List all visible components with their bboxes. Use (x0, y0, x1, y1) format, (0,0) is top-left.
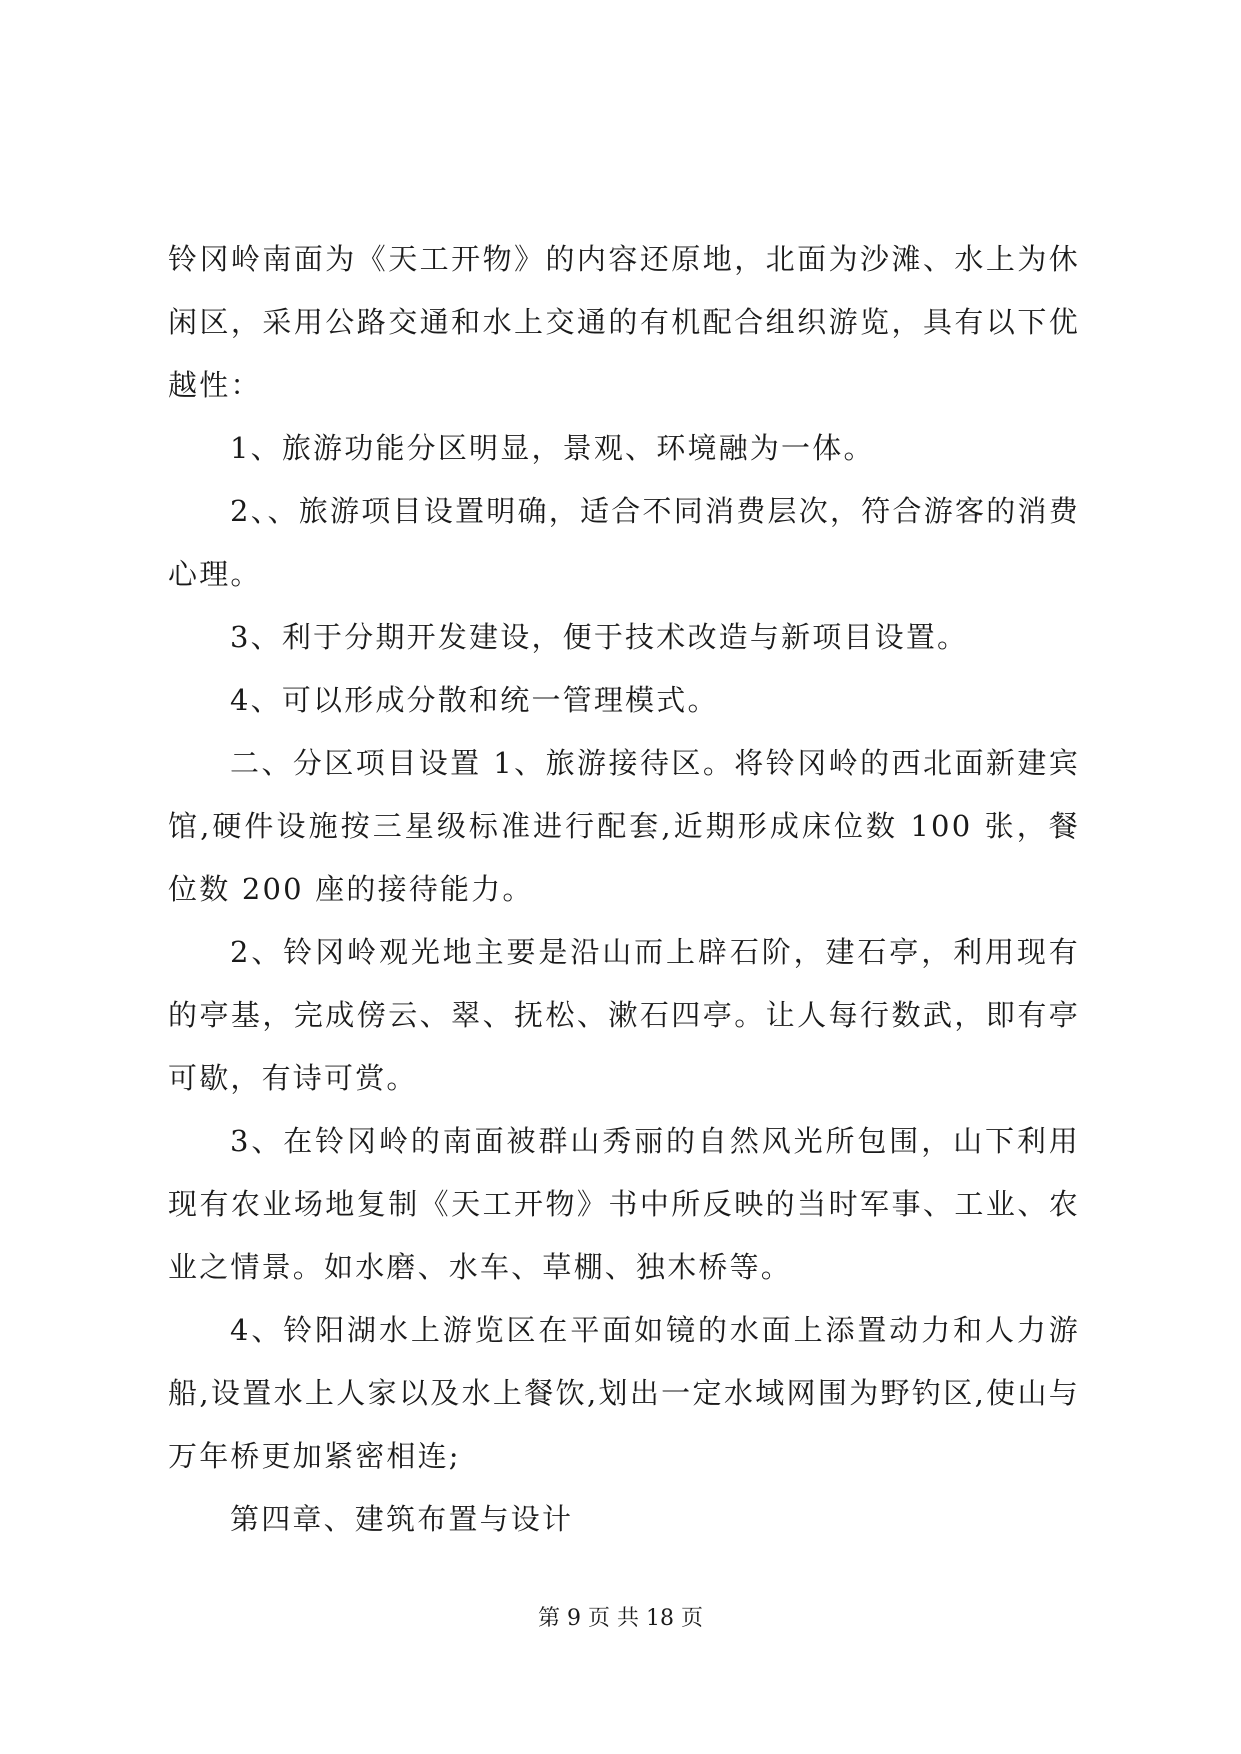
paragraph-sightseeing: 2、铃冈岭观光地主要是沿山而上辟石阶，建石亭，利用现有的亭基，完成傍云、翠、抚松、漱石四亭。让人每行数武，即有亭可歇，有诗可赏。 (168, 935, 1080, 1095)
paragraph-advantage-4: 4、可以形成分散和统一管理模式。 (230, 683, 719, 717)
document-body (168, 228, 1080, 1551)
paragraph-lake-area: 4、铃阳湖水上游览区在平面如镜的水面上添置动力和人力游船,设置水上人家以及水上餐饮,划出一定水域网围为野钓区,使山与万年桥更加紧密相连; (168, 1313, 1080, 1473)
paragraph-intro: 铃冈岭南面为《天工开物》的内容还原地，北面为沙滩、水上为休闲区，采用公路交通和水上交通的有机配合组织游览，具有以下优越性： (168, 242, 1080, 402)
chapter-heading: 第四章、建筑布置与设计 (230, 1502, 574, 1536)
paragraph-advantage-1: 1、旅游功能分区明显，景观、环境融为一体。 (230, 431, 875, 465)
paragraph-advantage-3: 3、利于分期开发建设，便于技术改造与新项目设置。 (230, 620, 969, 654)
paragraph-zone-setup: 二、分区项目设置 1、旅游接待区。将铃冈岭的西北面新建宾馆,硬件设施按三星级标准进行配套,近期形成床位数 100 张，餐位数 200 座的接待能力。 (168, 746, 1080, 906)
paragraph-advantage-2: 2、、旅游项目设置明确，适合不同消费层次，符合游客的消费心理。 (168, 494, 1080, 591)
paragraph-south-area: 3、在铃冈岭的南面被群山秀丽的自然风光所包围，山下利用现有农业场地复制《天工开物》书中所反映的当时军事、工业、农业之情景。如水磨、水车、草棚、独木桥等。 (168, 1124, 1080, 1284)
page-footer: 第 9 页 共 18 页 (538, 1606, 703, 1631)
